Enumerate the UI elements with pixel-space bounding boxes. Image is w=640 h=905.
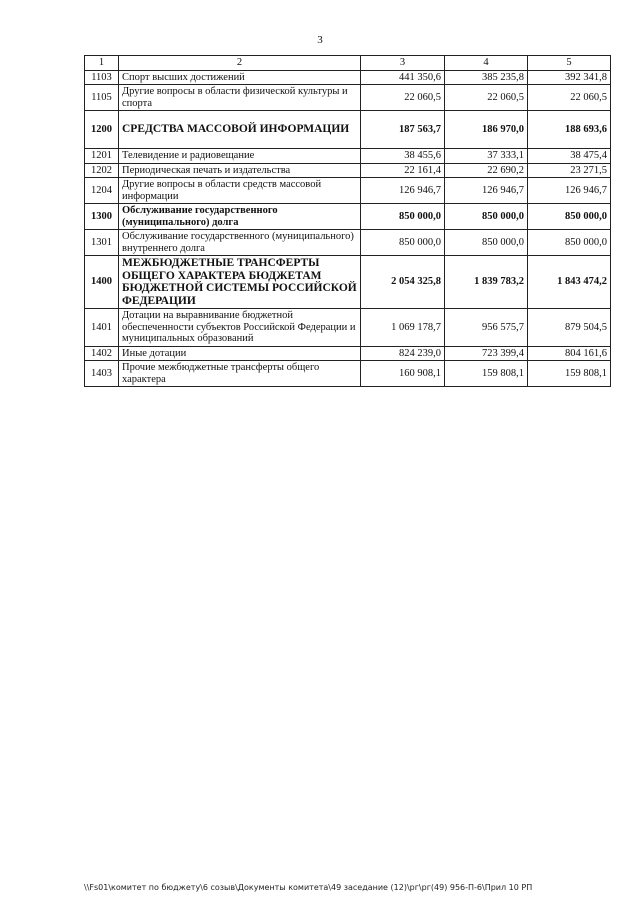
section-name: Обслуживание государственного (муниципального) долга <box>119 204 361 230</box>
amount-col4: 1 839 783,2 <box>445 256 528 309</box>
section-code: 1400 <box>85 256 119 309</box>
amount-col3: 38 455,6 <box>361 149 445 164</box>
table-row <box>85 309 611 347</box>
amount-col5: 38 475,4 <box>528 149 611 164</box>
section-code: 1103 <box>85 70 119 85</box>
amount-col5: 392 341,8 <box>528 70 611 85</box>
header-cell: 2 <box>119 56 361 71</box>
section-code: 1201 <box>85 149 119 164</box>
header-cell: 1 <box>85 56 119 71</box>
amount-col4: 723 399,4 <box>445 346 528 361</box>
amount-col4: 22 690,2 <box>445 163 528 178</box>
amount-col4: 186 970,0 <box>445 111 528 149</box>
amount-col3: 824 239,0 <box>361 346 445 361</box>
amount-col5: 126 946,7 <box>528 178 611 204</box>
amount-col3: 126 946,7 <box>361 178 445 204</box>
section-name: Спорт высших достижений <box>119 70 361 85</box>
table-row <box>85 111 611 149</box>
table-header-row <box>85 56 611 71</box>
amount-col5: 188 693,6 <box>528 111 611 149</box>
amount-col3: 160 908,1 <box>361 361 445 387</box>
file-path-footer: \\Fs01\комитет по бюджету\6 созыв\Документы комитета\49 заседание (12)\рг\рг(49) 956-П-6\Прил 10 РП <box>84 883 533 892</box>
amount-col3: 850 000,0 <box>361 230 445 256</box>
section-name: Телевидение и радиовещание <box>119 149 361 164</box>
table-row <box>85 230 611 256</box>
amount-col5: 22 060,5 <box>528 85 611 111</box>
table-row <box>85 346 611 361</box>
section-code: 1403 <box>85 361 119 387</box>
amount-col3: 850 000,0 <box>361 204 445 230</box>
section-name: Прочие межбюджетные трансферты общего характера <box>119 361 361 387</box>
amount-col3: 441 350,6 <box>361 70 445 85</box>
amount-col3: 2 054 325,8 <box>361 256 445 309</box>
table-row <box>85 204 611 230</box>
budget-table <box>84 55 611 387</box>
header-cell: 4 <box>445 56 528 71</box>
section-code: 1200 <box>85 111 119 149</box>
amount-col4: 850 000,0 <box>445 204 528 230</box>
amount-col5: 879 504,5 <box>528 309 611 347</box>
table-row <box>85 163 611 178</box>
amount-col3: 187 563,7 <box>361 111 445 149</box>
amount-col4: 956 575,7 <box>445 309 528 347</box>
section-code: 1202 <box>85 163 119 178</box>
section-name: Обслуживание государственного (муниципального) внутреннего долга <box>119 230 361 256</box>
section-code: 1401 <box>85 309 119 347</box>
amount-col5: 804 161,6 <box>528 346 611 361</box>
section-code: 1402 <box>85 346 119 361</box>
amount-col4: 126 946,7 <box>445 178 528 204</box>
section-name: МЕЖБЮДЖЕТНЫЕ ТРАНСФЕРТЫ ОБЩЕГО ХАРАКТЕРА БЮДЖЕТАМ БЮДЖЕТНОЙ СИСТЕМЫ РОССИЙСКОЙ ФЕДЕРАЦИИ <box>119 256 361 309</box>
page-number: 3 <box>317 34 323 46</box>
header-cell: 5 <box>528 56 611 71</box>
section-name: СРЕДСТВА МАССОВОЙ ИНФОРМАЦИИ <box>119 111 361 149</box>
table-row <box>85 256 611 309</box>
amount-col5: 850 000,0 <box>528 204 611 230</box>
section-code: 1300 <box>85 204 119 230</box>
amount-col3: 22 161,4 <box>361 163 445 178</box>
section-code: 1105 <box>85 85 119 111</box>
amount-col5: 23 271,5 <box>528 163 611 178</box>
amount-col4: 850 000,0 <box>445 230 528 256</box>
table-row <box>85 85 611 111</box>
amount-col3: 22 060,5 <box>361 85 445 111</box>
amount-col4: 159 808,1 <box>445 361 528 387</box>
section-name: Другие вопросы в области средств массовой информации <box>119 178 361 204</box>
table-row <box>85 361 611 387</box>
section-name: Дотации на выравнивание бюджетной обеспеченности субъектов Российской Федерации и муниципальных образований <box>119 309 361 347</box>
amount-col5: 1 843 474,2 <box>528 256 611 309</box>
header-cell: 3 <box>361 56 445 71</box>
amount-col4: 385 235,8 <box>445 70 528 85</box>
section-name: Другие вопросы в области физической культуры и спорта <box>119 85 361 111</box>
section-name: Периодическая печать и издательства <box>119 163 361 178</box>
table-row <box>85 149 611 164</box>
amount-col3: 1 069 178,7 <box>361 309 445 347</box>
section-name: Иные дотации <box>119 346 361 361</box>
amount-col5: 159 808,1 <box>528 361 611 387</box>
amount-col4: 37 333,1 <box>445 149 528 164</box>
amount-col5: 850 000,0 <box>528 230 611 256</box>
table-row <box>85 70 611 85</box>
section-code: 1301 <box>85 230 119 256</box>
amount-col4: 22 060,5 <box>445 85 528 111</box>
section-code: 1204 <box>85 178 119 204</box>
table-row <box>85 178 611 204</box>
